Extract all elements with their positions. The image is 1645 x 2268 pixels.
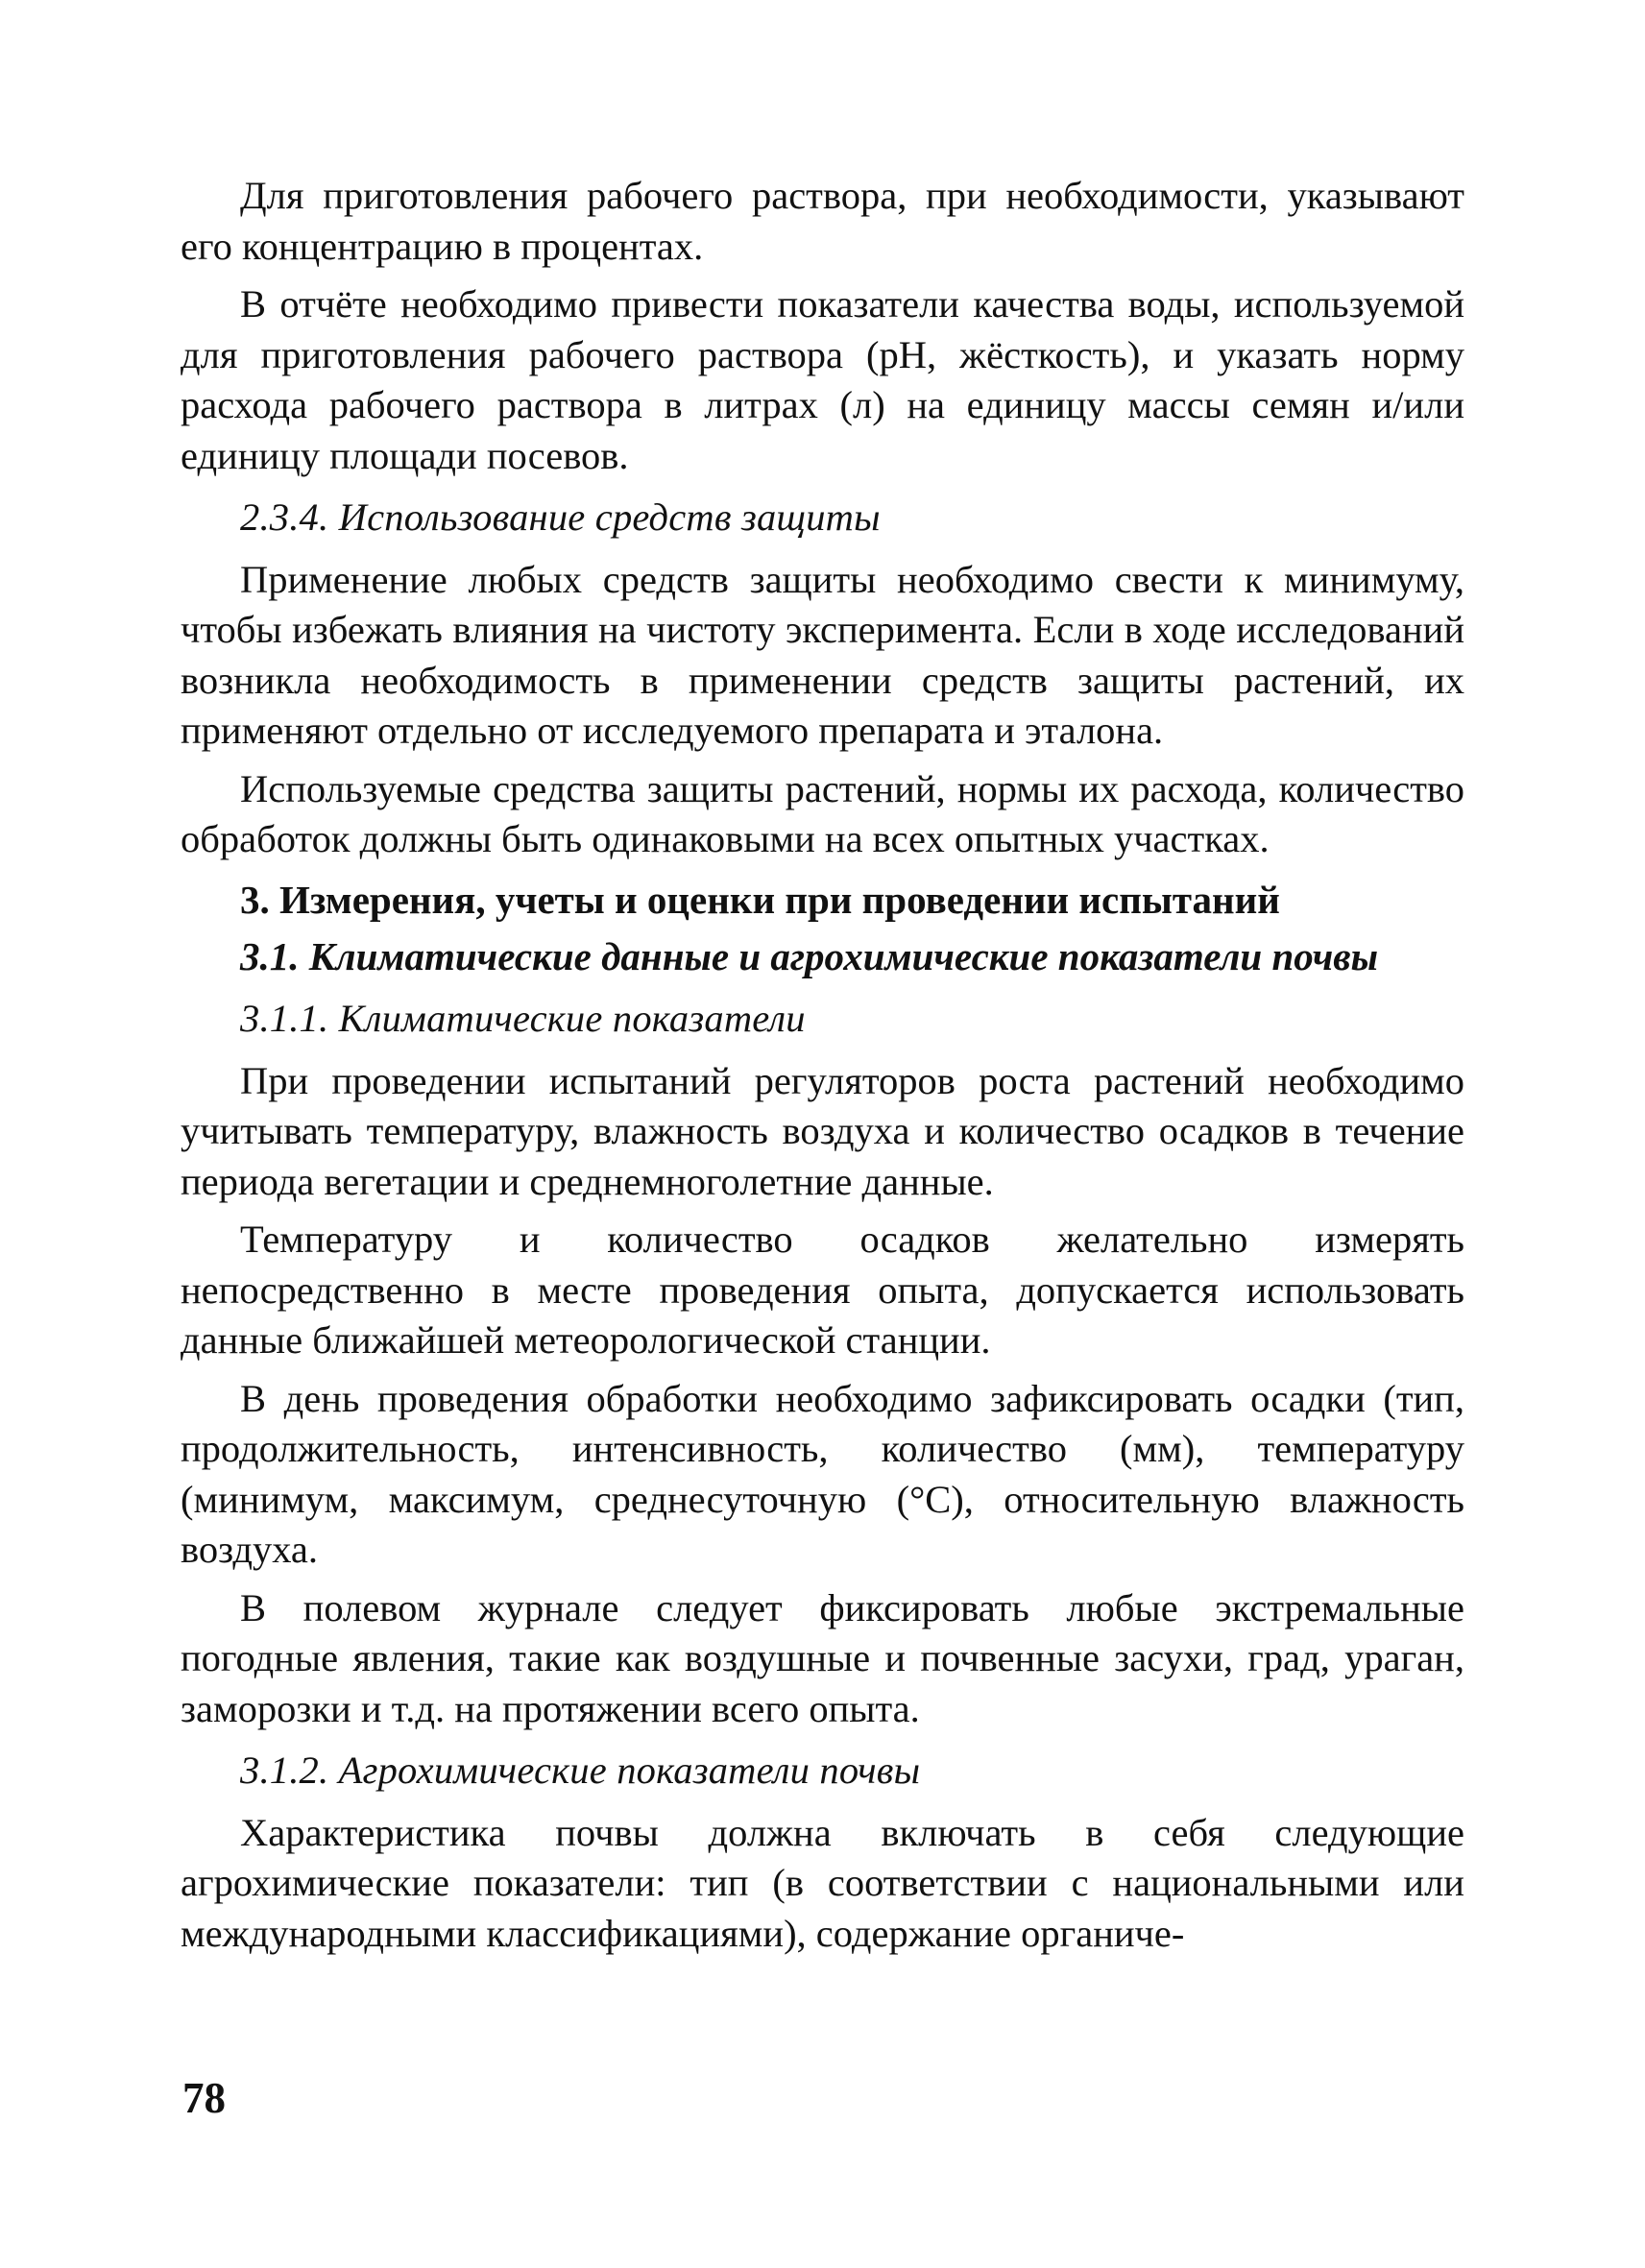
paragraph-protection-minimum: Применение любых средств защиты необходимо свести к минимуму, чтобы избежать влияния на чистоту эксперимента. Если в ходе исследований возникла необходимость в применении средств защиты растений, их применяют отдельно от исследуемого препарата и эталона. — [181, 557, 1464, 752]
heading-3-1-1: 3.1.1. Климатические показатели — [240, 997, 806, 1040]
paragraph-soil-characteristics: Характеристика почвы должна включать в себя следующие агрохимические показатели: тип (в соответствии с национальными или международными классификациями), содержание органиче- — [181, 1810, 1464, 1955]
heading-2-3-4: 2.3.4. Использование средств защиты — [240, 495, 881, 539]
paragraph-temperature-measure: Температуру и количество осадков желательно измерять непосредственно в месте проведения опыта, допускается использовать данные ближайшей метеорологической станции. — [181, 1218, 1464, 1362]
heading-3-1-2: 3.1.2. Агрохимические показатели почвы — [240, 1749, 921, 1792]
paragraph-treatment-day: В день проведения обработки необходимо зафиксировать осадки (тип, продолжительность, интенсивность, количество (мм), температуру (минимум, максимум, среднесуточную (°С), относительную влажность воздуха. — [181, 1376, 1464, 1571]
heading-section-3: 3. Измерения, учеты и оценки при проведении испытаний — [240, 877, 1280, 922]
page-number: 78 — [182, 2074, 226, 2122]
paragraph-working-solution: Для приготовления рабочего раствора, при необходимости, указывают его концентрацию в процентах. — [181, 174, 1464, 268]
paragraph-water-quality: В отчёте необходимо привести показатели качества воды, используемой для приготовления рабочего раствора (pH, жёсткость), и указать норму расхода рабочего раствора в литрах (л) на единицу массы семян и/или единицу площади посевов. — [181, 282, 1464, 477]
page-body — [181, 171, 1464, 1959]
paragraph-field-journal: В полевом журнале следует фиксировать любые экстремальные погодные явления, такие как воздушные и почвенные засухи, град, ураган, заморозки и т.д. на протяжении всего опыта. — [181, 1585, 1464, 1730]
paragraph-climate-accounting: При проведении испытаний регуляторов роста растений необходимо учитывать температуру, влажность воздуха и количество осадков в течение периода вегетации и среднемноголетние данные. — [181, 1058, 1464, 1203]
paragraph-protection-uniform: Используемые средства защиты растений, нормы их расхода, количество обработок должны быть одинаковыми на всех опытных участках. — [181, 766, 1464, 860]
heading-3-1: 3.1. Климатические данные и агрохимические показатели почвы — [240, 934, 1379, 978]
